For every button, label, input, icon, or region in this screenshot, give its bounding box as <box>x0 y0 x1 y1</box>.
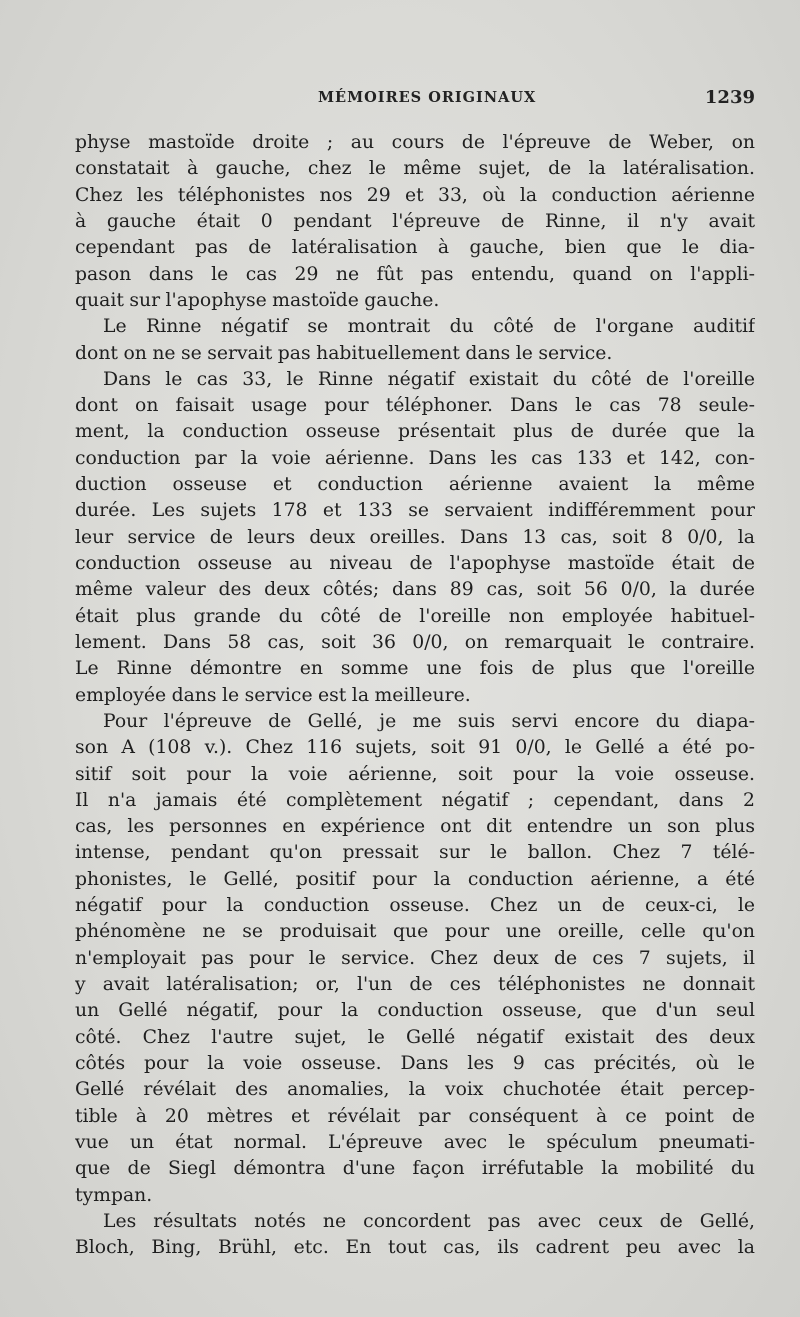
text-line: Gellé révélait des anomalies, la voix chuchotée était percep- <box>75 1079 755 1101</box>
text-line: leur service de leurs deux oreilles. Dans 13 cas, soit 8 0/0, la <box>75 526 755 548</box>
text-line: Le Rinne négatif se montrait du côté de l'organe auditif <box>103 316 755 338</box>
text-line: Chez les téléphonistes nos 29 et 33, où la conduction aérienne <box>75 184 755 206</box>
text-line: tympan. <box>75 1184 153 1206</box>
text-line: Bloch, Bing, Brühl, etc. En tout cas, ils cadrent peu avec la <box>75 1237 755 1259</box>
body-text <box>75 130 755 1261</box>
text-line: pason dans le cas 29 ne fût pas entendu, quand on l'appli- <box>75 263 755 285</box>
text-line: vue un état normal. L'épreuve avec le spéculum pneumati- <box>75 1131 755 1153</box>
page-header <box>75 88 755 112</box>
text-line: négatif pour la conduction osseuse. Chez un de ceux-ci, le <box>75 895 755 917</box>
text-line: sitif soit pour la voie aérienne, soit pour la voie osseuse. <box>75 763 755 785</box>
text-line: y avait latéralisation; or, l'un de ces téléphonistes ne donnait <box>75 974 755 995</box>
text-line: ment, la conduction osseuse présentait plus de durée que la <box>75 421 755 443</box>
text-line: côtés pour la voie osseuse. Dans les 9 cas précités, où le <box>75 1052 755 1074</box>
text-line: Pour l'épreuve de Gellé, je me suis servi encore du diapa- <box>103 710 755 732</box>
text-line: côté. Chez l'autre sujet, le Gellé négatif existait des deux <box>75 1026 755 1048</box>
text-line: phonistes, le Gellé, positif pour la conduction aérienne, a été <box>75 868 755 890</box>
text-line: dont on faisait usage pour téléphoner. Dans le cas 78 seule- <box>75 395 755 417</box>
text-line: cas, les personnes en expérience ont dit entendre un son plus <box>75 816 755 838</box>
text-line: Il n'a jamais été complètement négatif ; cependant, dans 2 <box>75 789 755 811</box>
text-line: lement. Dans 58 cas, soit 36 0/0, on remarquait le contraire. <box>75 631 755 653</box>
text-line: conduction par la voie aérienne. Dans les cas 133 et 142, con- <box>75 447 755 469</box>
text-line: intense, pendant qu'on pressait sur le ballon. Chez 7 télé- <box>75 842 755 864</box>
text-line: durée. Les sujets 178 et 133 se servaient indifféremment pour <box>75 500 755 522</box>
text-line: à gauche était 0 pendant l'épreuve de Rinne, il n'y avait <box>75 210 755 232</box>
text-line: Dans le cas 33, le Rinne négatif existait du côté de l'oreille <box>103 368 755 390</box>
text-line: même valeur des deux côtés; dans 89 cas, soit 56 0/0, la durée <box>75 579 755 601</box>
text-line: Les résultats notés ne concordent pas avec ceux de Gellé, <box>103 1210 755 1232</box>
text-line: était plus grande du côté de l'oreille non employée habituel- <box>75 605 755 627</box>
text-line: conduction osseuse au niveau de l'apophyse mastoïde était de <box>75 553 755 574</box>
text-line: duction osseuse et conduction aérienne avaient la même <box>75 474 755 496</box>
text-line: son A (108 v.). Chez 116 sujets, soit 91 0/0, le Gellé a été po- <box>75 737 755 759</box>
text-line: tible à 20 mètres et révélait par conséquent à ce point de <box>75 1105 755 1127</box>
text-line: quait sur l'apophyse mastoïde gauche. <box>75 289 440 311</box>
page-number: 1239 <box>704 87 755 108</box>
text-line: un Gellé négatif, pour la conduction osseuse, que d'un seul <box>75 1000 755 1022</box>
text-line: employée dans le service est la meilleure. <box>75 684 471 706</box>
text-line: Le Rinne démontre en somme une fois de plus que l'oreille <box>75 658 755 680</box>
text-line: physe mastoïde droite ; au cours de l'épreuve de Weber, on <box>75 132 755 153</box>
running-head: MÉMOIRES ORIGINAUX <box>318 89 537 106</box>
text-line: que de Siegl démontra d'une façon irréfutable la mobilité du <box>75 1158 755 1180</box>
text-line: phénomène ne se produisait que pour une oreille, celle qu'on <box>75 921 755 943</box>
text-line: cependant pas de latéralisation à gauche, bien que le dia- <box>75 237 755 259</box>
text-line: constatait à gauche, chez le même sujet, de la latéralisation. <box>75 158 755 180</box>
text-line: n'employait pas pour le service. Chez deux de ces 7 sujets, il <box>75 947 755 969</box>
text-line: dont on ne se servait pas habituellement dans le service. <box>75 342 613 364</box>
